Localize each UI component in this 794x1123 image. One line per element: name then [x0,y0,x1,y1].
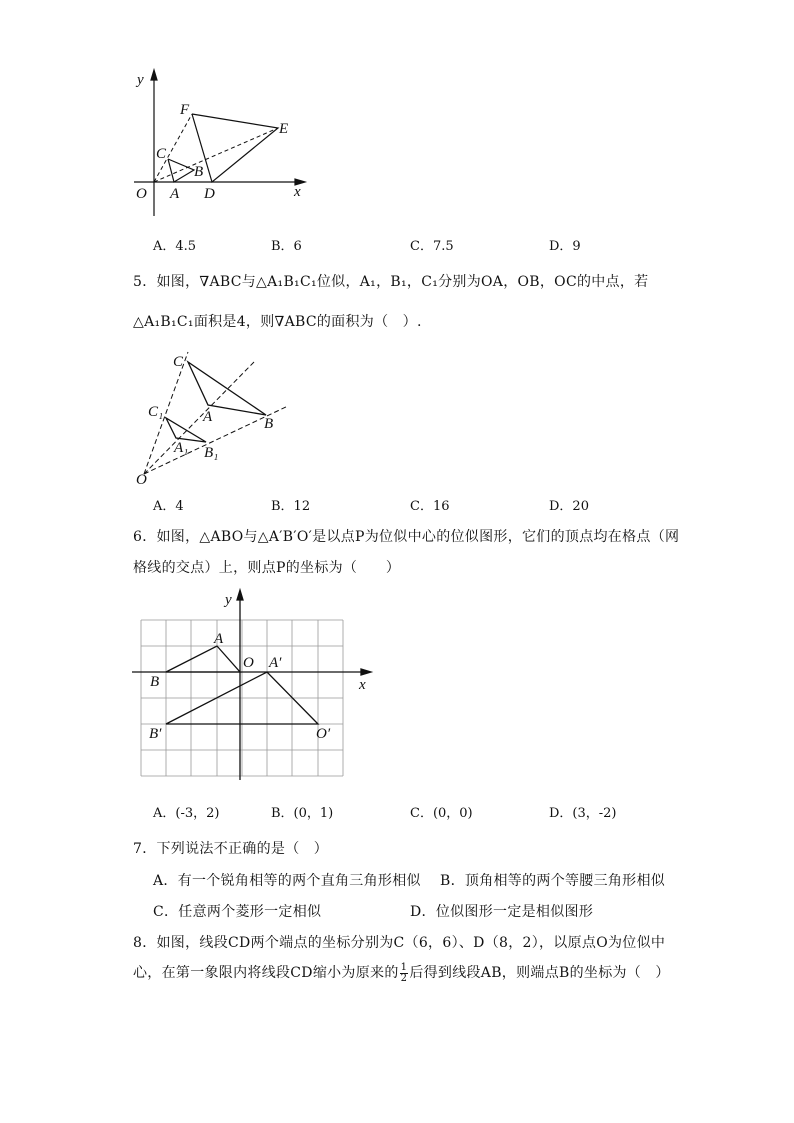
q8-line2-part2: 后得到线段AB，则端点B的坐标为（ ） [409,965,670,981]
triangle-abc [188,362,266,415]
q7-option-a[interactable]: A．有一个锐角相等的两个直角三角形相似 [153,873,421,889]
q5-stem-line2: △A₁B₁C₁面积是4，则∇ABC的面积为（ ）. [133,314,422,330]
label-B2: B′ [149,726,162,742]
label-C: C [173,354,184,370]
label-B: B [150,674,160,690]
fraction-one-half: $\frac{1}{2}$ [400,961,408,984]
y-arrow [151,70,157,80]
label-B: B [264,416,274,432]
q8-stem-line1: 8．如图，线段CD两个端点的坐标分别为C（6，6）、D（8，2），以原点O为位似中 [133,935,666,951]
label-y: y [137,72,144,88]
q7-stem: 7．下列说法不正确的是（ ） [133,841,329,857]
label-B: B [194,164,204,180]
label-A1: A₁ [174,440,189,456]
q5-option-a[interactable]: A．4 [153,499,184,514]
q8-stem-line2 [133,962,670,984]
large-quad [192,114,278,182]
x-arrow [361,669,371,675]
figure-q6 [130,588,380,786]
label-A2: A′ [269,655,282,671]
q7-option-b[interactable]: B．顶角相等的两个等腰三角形相似 [440,873,666,889]
label-O2: O′ [316,726,331,742]
q7-option-c[interactable]: C．任意两个菱形一定相似 [153,904,322,920]
label-y: y [225,592,232,608]
label-A: A [170,186,180,202]
figure-q4 [130,68,320,220]
figure-q5 [130,350,295,490]
label-x: x [359,677,366,693]
q5-option-b[interactable]: B．12 [271,499,311,514]
label-F: F [180,102,190,118]
label-B1: B₁ [204,445,219,461]
label-A: A [214,631,224,647]
q4-option-c[interactable]: C．7.5 [410,239,454,254]
q6-option-a[interactable]: A．(-3，2) [153,806,220,821]
label-C1: C₁ [148,404,164,420]
label-x: x [294,184,301,200]
q5-stem-line1: 5．如图，∇ABC与△A₁B₁C₁位似，A₁，B₁，C₁分别为OA，OB，OC的中点，若 [133,274,649,290]
label-E: E [279,121,289,137]
q4-option-a[interactable]: A．4.5 [153,239,197,254]
q7-option-d[interactable]: D．位似图形一定是相似图形 [410,904,594,920]
q6-stem-line1: 6．如图，△ABO与△A′B′O′是以点P为位似中心的位似图形，它们的顶点均在格点（网 [133,529,680,545]
q6-option-b[interactable]: B．(0，1) [271,806,334,821]
q5-option-c[interactable]: C．16 [410,499,450,514]
label-D: D [204,186,215,202]
y-arrow [237,590,243,600]
label-A: A [203,409,213,425]
q4-option-d[interactable]: D．9 [549,239,581,254]
triangle-a1b1c1 [166,418,206,442]
q8-line2-part1: 心，在第一象限内将线段CD缩小为原来的 [133,965,399,981]
q5-option-d[interactable]: D．20 [549,499,589,514]
q6-option-c[interactable]: C．(0，0) [410,806,473,821]
label-C: C [156,146,167,162]
q4-option-b[interactable]: B．6 [271,239,302,254]
label-O: O [136,472,147,488]
triangle-abo [166,646,240,672]
label-O: O [136,186,147,202]
label-O: O [243,655,254,671]
q6-option-d[interactable]: D．(3，-2) [549,806,617,821]
q6-stem-line2: 格线的交点）上，则点P的坐标为（ ） [133,560,401,576]
